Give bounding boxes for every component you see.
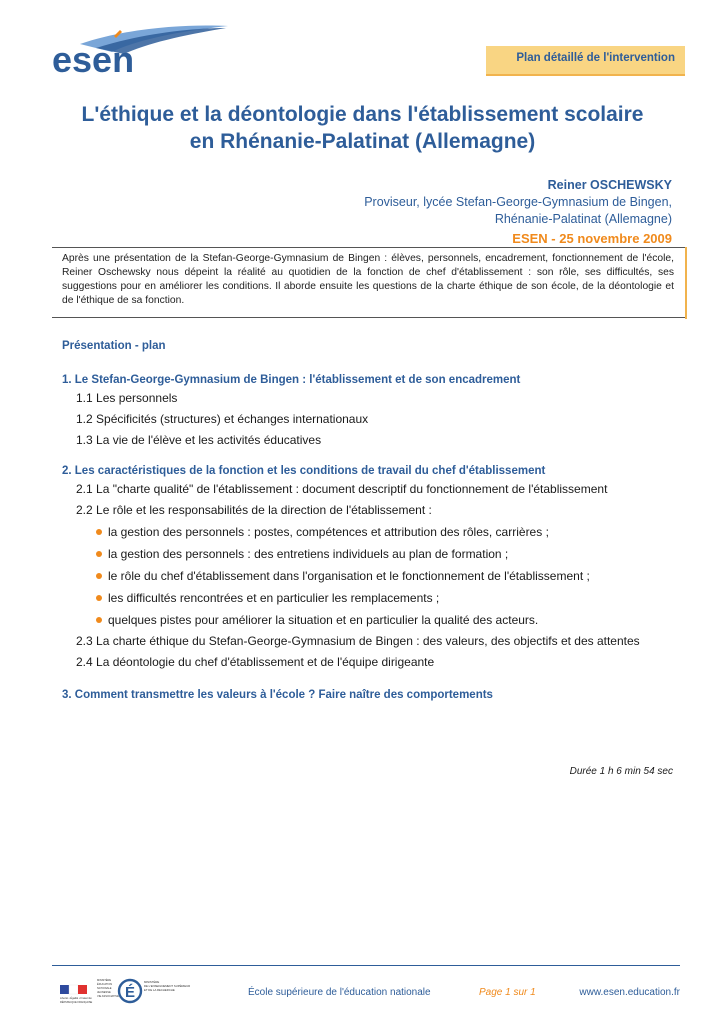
abstract-text: Après une présentation de la Stefan-George-Gymnasium de Bingen : élèves, personnels, encadrement, fonctionnement de l'école, Reiner Oschewsky nous dépeint la réalité au quotidien de la fonction de chef d'établissement : son rôle, ses difficultés, ses suggestions pour en améliorer les conditions. Il aborde ensuite les questions de la charte éthique de son école, de la déontologie et de l'éthique de sa fonction. [62,253,674,306]
section-2-item: 2.4 La déontologie du chef d'établissement et de l'équipe dirigeante [76,655,435,669]
bullet-dot-icon [96,573,102,579]
flag-white-icon [69,985,78,994]
footer-logos [60,975,220,1007]
republique-name: RÉPUBLIQUE FRANÇAISE [60,1001,93,1004]
bullet-item [62,565,682,587]
section-1-item: 1.1 Les personnels [76,391,178,405]
section-2-title: 2. Les caractéristiques de la fonction et les conditions de travail du chef d'établissement [62,465,546,477]
footer-rule [52,965,680,966]
plan-detail-label: Plan détaillé de l'intervention [486,46,685,74]
ministere-text: NATIONALE [97,987,112,990]
bullet-text: le rôle du chef d'établissement dans l'organisation et le fonctionnement de l'établissement ; [108,569,590,583]
republique-francaise-logo [60,985,93,1004]
logo-text: esen [52,39,135,80]
section-1-item: 1.3 La vie de l'élève et les activités éducatives [76,433,322,447]
bullet-item [62,609,682,631]
author-role-line-1: Proviseur, lycée Stefan-George-Gymnasium de Bingen, [364,195,672,209]
section-2-item: 2.2 Le rôle et les responsabilités de la direction de l'établissement : [76,503,432,517]
bullet-text: la gestion des personnels : des entretiens individuels au plan de formation ; [108,547,509,561]
section-2-item: 2.1 La "charte qualité" de l'établissement : document descriptif du fonctionnement de l'établissement [76,482,608,496]
footer-school-name: École supérieure de l'éducation nationale [248,987,431,998]
ministere-text: VIE ASSOCIATIVE [97,995,119,998]
ministere-emblem-letter: É [124,984,136,1001]
bullet-text: quelques pistes pour améliorer la situation et en particulier la qualité des acteurs. [108,613,539,627]
ministere-education-logo [97,977,190,1002]
abstract-side-rule [685,247,687,319]
footer-page-number: Page 1 sur 1 [479,987,536,998]
bullet-text: les difficultés rencontrées et en particulier les remplacements ; [108,591,440,605]
bullet-dot-icon [96,529,102,535]
title-line-1: L'éthique et la déontologie dans l'établissement scolaire [81,103,644,126]
bullet-item [62,543,682,565]
section-3-title: 3. Comment transmettre les valeurs à l'école ? Faire naître des comportements [62,689,493,701]
bullet-text: la gestion des personnels : postes, compétences et attribution des rôles, carrières ; [108,525,549,539]
ministere-text: MINISTÈRE [97,979,112,982]
section-2-list [62,479,682,673]
ministere-text: ÉDUCATION [97,983,113,986]
bullet-item [62,521,682,543]
plan-content [62,340,682,701]
ministere-sup-text: DE L'ENSEIGNEMENT SUPÉRIEUR [144,984,191,988]
event-date: ESEN - 25 novembre 2009 [512,231,672,246]
esen-logo [50,22,230,82]
title-line-2: en Rhénanie-Palatinat (Allemagne) [189,130,536,153]
section-1-title: 1. Le Stefan-George-Gymnasium de Bingen : l'établissement et de son encadrement [62,374,521,386]
author-role-line-2: Rhénanie-Palatinat (Allemagne) [494,212,672,226]
section-1-item: 1.2 Spécificités (structures) et échanges internationaux [76,412,369,426]
author-block [364,177,672,247]
bullet-dot-icon [96,617,102,623]
section-1-list [62,388,682,451]
duration-label: Durée 1 h 6 min 54 sec [569,766,673,777]
plan-heading: Présentation - plan [62,340,166,352]
bullet-dot-icon [96,551,102,557]
esen-logo-graphic [50,22,230,82]
bullet-dot-icon [96,595,102,601]
flag-red-icon [78,985,87,994]
author-name: Reiner OSCHEWSKY [547,178,672,192]
republique-motto: Liberté • Égalité • Fraternité [60,997,92,1000]
abstract-top-rule [52,247,686,248]
plan-bar-underline [486,74,685,76]
footer-website-link[interactable]: www.esen.education.fr [579,987,680,998]
abstract-bottom-rule [52,317,686,318]
flag-blue-icon [60,985,69,994]
section-2-item: 2.3 La charte éthique du Stefan-George-Gymnasium de Bingen : des valeurs, des objectifs et des attentes [76,634,640,648]
ministere-sup-text: MINISTÈRE [144,980,160,984]
ministere-sup-text: ET DE LA RECHERCHE [144,988,175,992]
footer-logos-graphic [60,975,220,1007]
ministere-text: JEUNESSE [97,991,111,994]
page-title [40,101,685,155]
bullet-item [62,587,682,609]
